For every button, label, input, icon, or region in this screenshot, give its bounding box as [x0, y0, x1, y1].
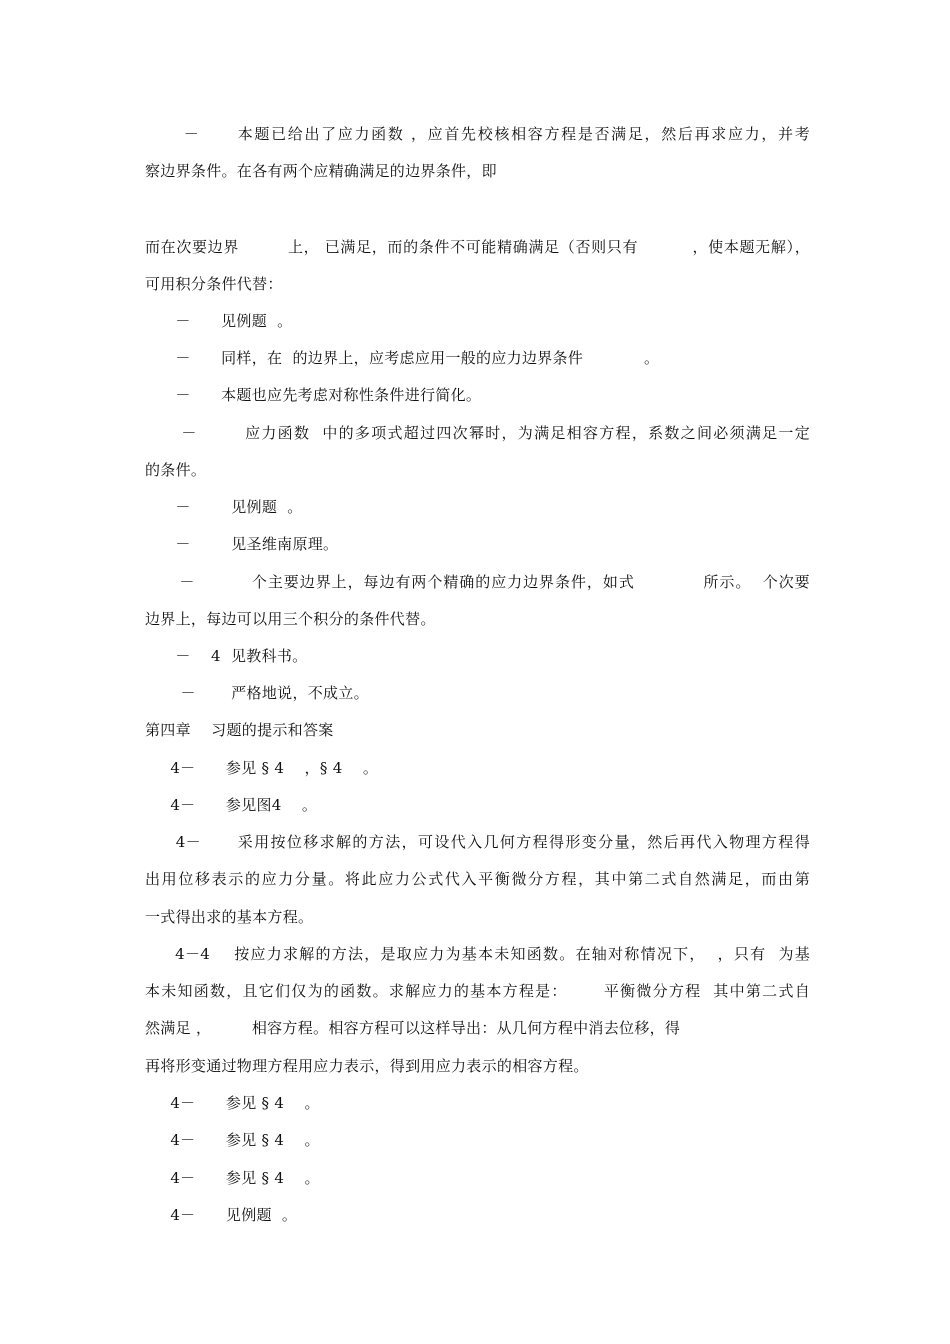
list-item: 4－ 参见图4 。: [145, 796, 318, 814]
list-item: － 本题也应先考虑对称性条件进行简化。: [145, 386, 482, 404]
paragraph-line: － 个主要边界上，每边有两个精确的应力边界条件，如式 所示。 个次要: [145, 573, 810, 591]
paragraph-line: 察边界条件。在各有两个应精确满足的边界条件，即: [145, 162, 497, 180]
list-item: 4－ 参见 § 4 。: [145, 1131, 320, 1149]
list-item: － 见圣维南原理。: [145, 535, 339, 553]
list-item: 4－ 参见 § 4 ，§ 4 。: [145, 759, 379, 777]
list-item: 4－ 参见 § 4 。: [145, 1094, 320, 1112]
paragraph-line: 然满足 ， 相容方程。相容方程可以这样导出：从几何方程中消去位移，得: [145, 1019, 681, 1037]
list-item: 4－ 参见 § 4 。: [145, 1169, 320, 1187]
list-item: － 见例题 。: [145, 498, 303, 516]
list-item: － 严格地说，不成立。: [145, 684, 369, 702]
paragraph-line: 再将形变通过物理方程用应力表示，得到用应力表示的相容方程。: [145, 1057, 589, 1075]
paragraph-line: － 本题已给出了应力函数 ，应首先校核相容方程是否满足，然后再求应力，并考: [145, 125, 810, 143]
paragraph-line: － 应力函数 中的多项式超过四次幂时，为满足相容方程，系数之间必须满足一定: [145, 424, 810, 442]
paragraph-line: 出用位移表示的应力分量。将此应力公式代入平衡微分方程，其中第二式自然满足，而由第: [145, 870, 810, 888]
paragraph-line: 4－ 采用按位移求解的方法，可设代入几何方程得形变分量，然后再代入物理方程得: [145, 833, 810, 851]
list-item: － 见例题 。: [145, 312, 293, 330]
list-item: － 4 见教科书。: [145, 647, 308, 665]
paragraph-line: 4－4 按应力求解的方法，是取应力为基本未知函数。在轴对称情况下， ，只有 为基: [145, 945, 810, 963]
list-item: － 同样，在 的边界上，应考虑应用一般的应力边界条件 。: [145, 349, 660, 367]
paragraph-line: 可用积分条件代替：: [145, 275, 283, 293]
paragraph-line: 边界上，每边可以用三个积分的条件代替。: [145, 610, 436, 628]
paragraph-line: 一式得出求的基本方程。: [145, 908, 314, 926]
paragraph-line: 本未知函数，且它们仅为的函数。求解应力的基本方程是： 平衡微分方程 其中第二式自: [145, 982, 810, 1000]
paragraph-line: 而在次要边界 上， 已满足，而的条件不可能精确满足（否则只有 ，使本题无解），: [145, 238, 810, 256]
chapter-heading: 第四章 习题的提示和答案: [145, 721, 334, 739]
list-item: 4－ 见例题 。: [145, 1206, 298, 1224]
paragraph-line: 的条件。: [145, 461, 207, 479]
